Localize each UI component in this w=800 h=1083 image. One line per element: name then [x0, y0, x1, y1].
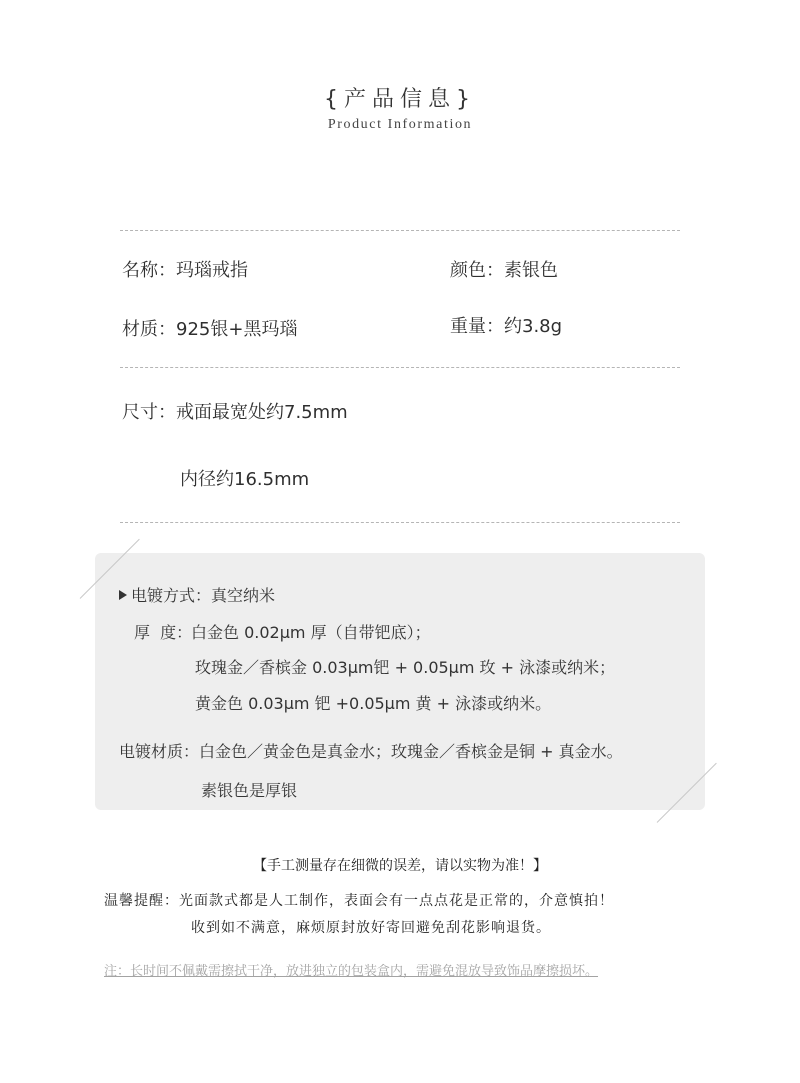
divider — [120, 230, 680, 231]
spec-name-label: 名称： — [122, 260, 176, 281]
spec-color-value: 素银色 — [504, 260, 558, 281]
spec-material-label: 材质： — [122, 319, 176, 340]
spec-material — [122, 315, 297, 341]
spec-color — [450, 256, 558, 282]
spec-name-value: 玛瑙戒指 — [176, 260, 248, 281]
thickness-line-3: 黄金色 0.03μm 钯 +0.05μm 黄 + 泳漆或纳米。 — [195, 694, 552, 713]
plating-method-text: 电镀方式：真空纳米 — [131, 586, 276, 605]
spec-weight-value: 约3.8g — [504, 316, 563, 337]
spec-size-inner: 内径约16.5mm — [180, 469, 310, 490]
plating-method — [119, 583, 275, 606]
spec-size-label: 尺寸： — [122, 402, 176, 423]
plating-material-1: 电镀材质：白金色／黄金色是真金水；玫瑰金／香槟金是铜 + 真金水。 — [119, 742, 623, 761]
spec-weight — [450, 312, 562, 338]
thickness-line-2: 玫瑰金／香槟金 0.03μm钯 + 0.05μm 玫 + 泳漆或纳米； — [195, 658, 616, 677]
spec-color-label: 颜色： — [450, 260, 504, 281]
tip-line-2: 收到如不满意，麻烦原封放好寄回避免刮花影响退货。 — [191, 920, 551, 936]
page-title-en: Product Information — [327, 117, 473, 132]
arrow-icon — [119, 590, 127, 600]
divider — [120, 367, 680, 368]
spec-material-value: 925银+黑玛瑙 — [176, 319, 298, 340]
tip-line-1: 温馨提醒：光面款式都是人工制作，表面会有一点点花是正常的，介意慎拍！ — [104, 893, 614, 909]
spec-size-value: 戒面最宽处约7.5mm — [176, 402, 348, 423]
divider — [120, 522, 680, 523]
plating-material-2: 素银色是厚银 — [201, 781, 298, 800]
measure-notice: 【手工测量存在细微的误差，请以实物为准！】 — [253, 858, 547, 874]
spec-name — [122, 256, 248, 282]
spec-size — [122, 398, 348, 424]
bottom-note: 注：长时间不佩戴需擦拭干净，放进独立的包装盒内，需避免混放导致饰品摩擦损坏。 — [104, 964, 599, 979]
thickness-label: 厚 度： — [134, 623, 193, 642]
page-title-cn: {产品信息} — [324, 87, 476, 112]
thickness-line-1: 白金色 0.02μm 厚（自带钯底）； — [191, 623, 431, 642]
spec-weight-label: 重量： — [450, 316, 504, 337]
